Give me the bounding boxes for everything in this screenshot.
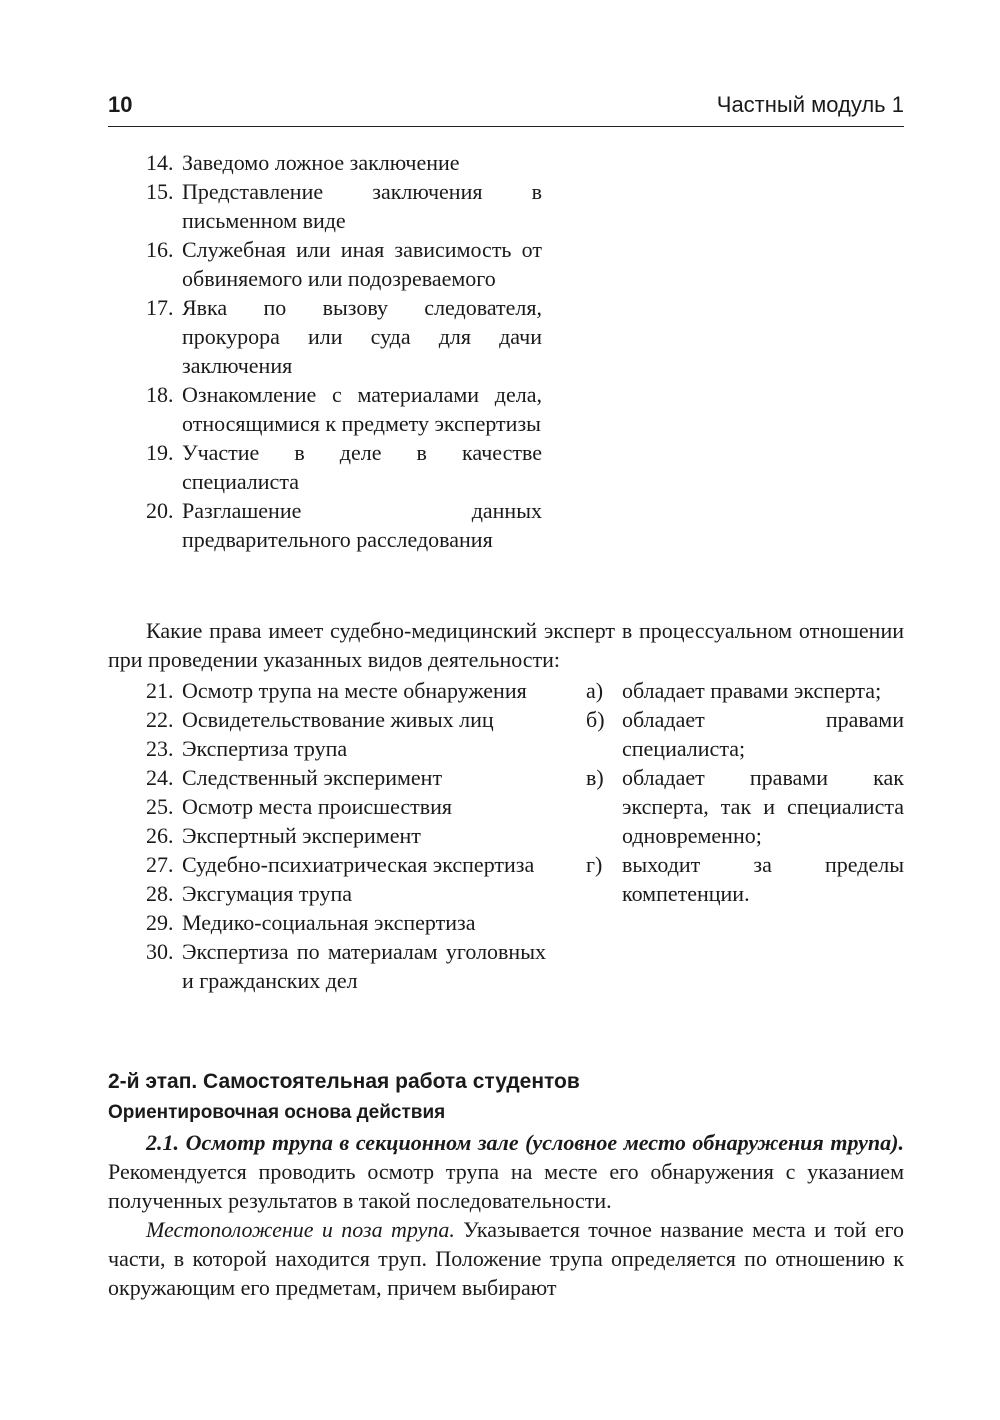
answer-option-text: обладает правами как эксперта, так и специалиста одновременно; <box>622 765 904 848</box>
list-2 <box>146 676 546 995</box>
list-item-number: 21. <box>146 678 174 703</box>
list-item <box>146 496 542 554</box>
list-item <box>146 177 542 235</box>
list-item <box>146 734 546 763</box>
paragraph-2-lead: Местоположение и поза трупа. <box>146 1217 455 1242</box>
list-item-number: 28. <box>146 881 174 906</box>
list-item <box>146 380 542 438</box>
list-item <box>146 821 546 850</box>
answer-option-text: обладает правами эксперта; <box>622 678 882 703</box>
list-item-number: 26. <box>146 823 174 848</box>
list-item-number: 27. <box>146 852 174 877</box>
answer-option-number: а) <box>586 678 604 703</box>
list-item-text: Явка по вызову следователя, прокурора или суда для дачи заключения <box>182 295 542 378</box>
list-item-text: Ознакомление с материалами дела, относящимися к предмету экспертизы <box>182 382 542 436</box>
list-item-number: 29. <box>146 910 174 935</box>
list-item-number: 24. <box>146 765 174 790</box>
answer-option-text: обладает правами специалиста; <box>622 707 904 761</box>
list-item-text: Следственный эксперимент <box>182 765 443 790</box>
list-item-number: 16. <box>146 237 174 262</box>
answer-option-number: б) <box>586 707 605 732</box>
list-item-text: Осмотр места происшествия <box>182 794 453 819</box>
list-item-text: Экспертиза трупа <box>182 736 348 761</box>
list-item-text: Представление заключения в письменном виде <box>182 179 542 233</box>
list-item-number: 25. <box>146 794 174 819</box>
list-item-text: Экспертиза по материалам уголовных и гражданских дел <box>182 939 546 993</box>
list-item-text: Эксгумация трупа <box>182 881 352 906</box>
list-item <box>146 705 546 734</box>
list-item-number: 14. <box>146 150 174 175</box>
list-item <box>146 908 546 937</box>
list-item <box>146 850 546 879</box>
question-text: Какие права имеет судебно-медицинский эксперт в процессуальном отношении при проведении указанных видов деятельности: <box>108 618 904 672</box>
running-title: Частный модуль 1 <box>716 92 904 117</box>
list-item <box>146 879 546 908</box>
answer-option-number: г) <box>586 852 603 877</box>
list-item-text: Медико-социальная экспертиза <box>182 910 476 935</box>
answer-option <box>586 676 904 705</box>
list-item <box>146 148 542 177</box>
paragraph-1-text: Рекомендуется проводить осмотр трупа на месте его обнаружения с указанием полученных результатов в такой последовательности. <box>108 1159 904 1213</box>
list-item-text: Разглашение данных предварительного расследования <box>182 498 542 552</box>
list-item-number: 18. <box>146 382 174 407</box>
page-number: 10 <box>108 92 133 117</box>
list-item-text: Судебно-психиатрическая экспертиза <box>182 852 535 877</box>
answer-option-text: выходит за пределы компетенции. <box>622 852 904 906</box>
list-item-text: Служебная или иная зависимость от обвиняемого или подозреваемого <box>182 237 542 291</box>
list-item <box>146 676 546 705</box>
subsection-heading: Ориентировочная основа действия <box>108 1102 446 1123</box>
paragraph-1 <box>108 1128 904 1215</box>
paragraph-2-text: Указывается точное название места и той его части, в которой находится труп. Положение трупа определяется по отношению к окружающим его предметам, причем выбирают <box>108 1217 904 1300</box>
list-item-number: 23. <box>146 736 174 761</box>
answer-option <box>586 705 904 763</box>
list-item <box>146 763 546 792</box>
list-item-number: 20. <box>146 498 174 523</box>
list-1 <box>146 148 542 554</box>
answer-option-number: в) <box>586 765 604 790</box>
section-heading: 2-й этап. Самостоятельная работа студентов <box>108 1070 580 1093</box>
list-item-text: Осмотр трупа на месте обнаружения <box>182 678 527 703</box>
list-item-text: Экспертный эксперимент <box>182 823 421 848</box>
answer-option <box>586 763 904 850</box>
list-item-number: 30. <box>146 939 174 964</box>
list-item <box>146 792 546 821</box>
list-item-text: Освидетельствование живых лиц <box>182 707 494 732</box>
list-item-number: 22. <box>146 707 174 732</box>
list-item <box>146 937 546 995</box>
paragraph-2 <box>108 1215 904 1302</box>
list-item <box>146 438 542 496</box>
list-item-number: 19. <box>146 440 174 465</box>
list-item-text: Заведомо ложное заключение <box>182 150 460 175</box>
list-item-text: Участие в деле в качестве специалиста <box>182 440 542 494</box>
list-item <box>146 293 542 380</box>
answer-options <box>586 676 904 908</box>
list-item-number: 17. <box>146 295 174 320</box>
paragraph-1-lead: 2.1. Осмотр трупа в секционном зале (условное место обнаружения трупа). <box>146 1130 904 1155</box>
page-header <box>108 92 904 127</box>
list-item-number: 15. <box>146 179 174 204</box>
list-item <box>146 235 542 293</box>
answer-option <box>586 850 904 908</box>
